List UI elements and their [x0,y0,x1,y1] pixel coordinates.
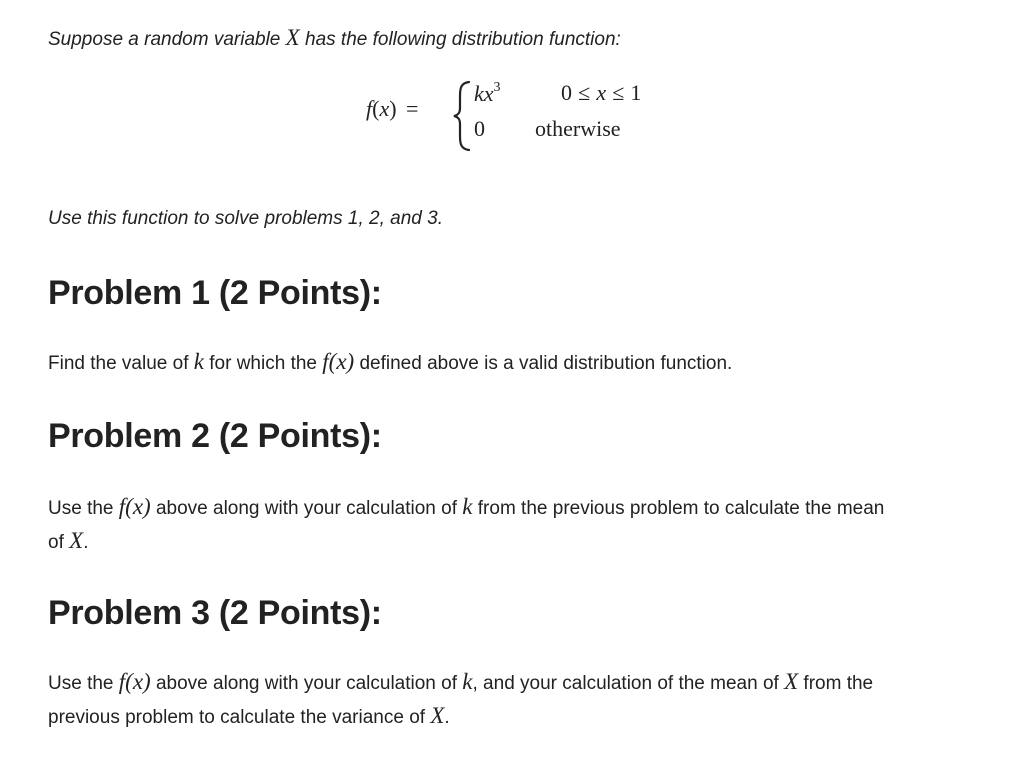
problem2-X: X [69,528,84,553]
problem3-X2: X [430,703,445,728]
intro-text-before: Suppose a random variable [48,29,286,50]
problem3-heading: Problem 3 (2 Points): [48,594,382,632]
problem1-text: Find the value of k for which the f(x) defined above is a valid distribution function. [48,349,733,374]
case2-expression: 0 [474,116,485,141]
case1-condition: 0 ≤ x ≤ 1 [561,80,642,105]
problem1-fx: f(x) [322,349,355,374]
formula-lhs: f(x) = [366,96,419,121]
piecewise-formula [0,0,1024,170]
problem2-text [48,491,1008,559]
problem3-line2: previous problem to calculate the variance of X. [48,703,450,728]
problem3-line1: Use the f(x) above along with your calculation of k, and your calculation of the mean of X from the [48,669,874,694]
left-brace-icon [451,80,473,152]
use-note: Use this function to solve problems 1, 2, and 3. [48,208,443,229]
intro-variable-x: X [285,25,300,50]
problem3-text [48,666,1008,734]
problem2-line1: Use the f(x) above along with your calculation of k from the previous problem to calculate the mean [48,494,885,519]
problem1-k: k [193,349,204,374]
case2-condition: otherwise [535,116,621,141]
case1-expression: $kx^3$ [474,80,501,106]
problem3-fx: f(x) [118,669,151,694]
problem2-k: k [462,494,473,519]
intro-text-after: has the following distribution function: [299,29,621,50]
formula-equals: = [406,96,419,121]
problem2-fx: f(x) [118,494,151,519]
problem3-k: k [462,669,473,694]
problem2-heading: Problem 2 (2 Points): [48,417,382,455]
problem2-line2: of X. [48,528,89,553]
problem3-X: X [784,669,799,694]
problem1-heading: Problem 1 (2 Points): [48,274,382,312]
